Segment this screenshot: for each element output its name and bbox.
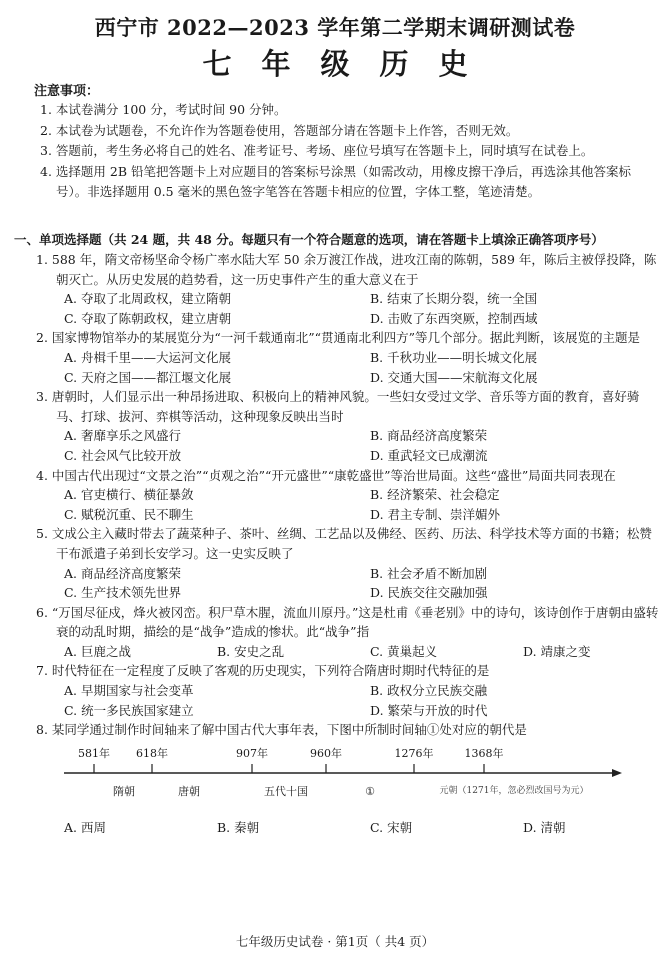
option-a: A. 巨鹿之战 (64, 643, 131, 659)
option-c: C. 统一多民族国家建立 (64, 702, 194, 718)
timeline-year: 581年 (78, 746, 110, 760)
question-1 (36, 250, 660, 328)
timeline-era: 隋朝 (113, 784, 135, 798)
option-b: B. 秦朝 (217, 819, 260, 835)
option-c: C. 社会风气比较开放 (64, 447, 182, 463)
option-b: B. 社会矛盾不断加剧 (370, 565, 488, 581)
option-d: D. 交通大国——宋航海文化展 (370, 369, 538, 385)
question-6 (36, 603, 660, 662)
notice-item: 1. 本试卷满分 100 分，考试时间 90 分钟。 (40, 102, 287, 117)
timeline-era: 五代十国 (264, 784, 308, 798)
option-grid (36, 426, 660, 465)
option-a: A. 早期国家与社会变革 (64, 683, 194, 699)
timeline-era: 元朝（1271年，忽必烈改国号为元） (439, 785, 589, 796)
question-stem: 1. 588 年，隋文帝杨坚命令杨广率水陆大军 50 余万渡江作战，进攻江南的陈朝，589 年，陈后主被俘投降，陈朝灭亡。从历史发展的趋势看，这一历史事件产生的重大意义在于 (36, 252, 657, 287)
question-stem: 4. 中国古代出现过“文景之治”“贞观之治”“开元盛世”“康乾盛世”等治世局面。这些“盛世”局面共同表现在 (36, 467, 616, 483)
timeline-year: 618年 (136, 746, 168, 760)
timeline-year: 960年 (310, 746, 342, 760)
question-stem: 8. 某同学通过制作时间轴来了解中国古代大事年表，下图中所制时间轴①处对应的朝代是 (36, 722, 527, 738)
option-a: A. 舟楫千里——大运河文化展 (64, 349, 231, 365)
option-row (36, 818, 660, 838)
question-list (36, 250, 660, 837)
notice-heading: 注意事项： (34, 84, 100, 99)
option-grid (36, 564, 660, 603)
option-grid (36, 485, 660, 524)
option-grid (36, 289, 660, 328)
option-c: C. 黄巢起义 (370, 643, 438, 659)
timeline-year: 907年 (236, 746, 268, 760)
option-a: A. 官吏横行、横征暴敛 (64, 487, 194, 503)
option-d: D. 重武轻文已成潮流 (370, 447, 488, 463)
option-d: D. 击败了东西突厥，控制西域 (370, 310, 538, 326)
option-d: D. 君主专制、崇洋媚外 (370, 506, 501, 522)
option-b: B. 经济繁荣、社会稳定 (370, 487, 500, 503)
question-4 (36, 466, 660, 525)
option-a: A. 奢靡享乐之风盛行 (64, 428, 181, 444)
option-row (36, 642, 660, 662)
option-c: C. 夺取了陈朝政权，建立唐朝 (64, 310, 232, 326)
notice-item: 2. 本试卷为试题卷，不允许作为答题卷使用，答题部分请在答题卡上作答，否则无效。 (40, 122, 519, 138)
timeline-era-blank: ① (365, 784, 375, 798)
option-c: C. 生产技术领先世界 (64, 585, 182, 601)
section-heading: 一、单项选择题（共 24 题，共 48 分。每题只有一个符合题意的选项，请在答题卡上填涂正确答项序号） (14, 232, 604, 247)
question-8 (36, 720, 660, 837)
option-b: B. 千秋功业——明长城文化展 (370, 349, 538, 365)
notice-item: 3. 答题前，考生务必将自己的姓名、准考证号、考场、座位号填写在答题卡上，同时填写在试卷上。 (40, 143, 594, 158)
option-b: B. 安史之乱 (217, 643, 285, 659)
option-grid (36, 348, 660, 387)
timeline-era: 唐朝 (178, 784, 200, 798)
option-b: B. 政权分立民族交融 (370, 683, 488, 699)
option-d: D. 民族交往交融加强 (370, 585, 488, 601)
option-a: A. 西周 (64, 819, 106, 835)
question-7 (36, 661, 660, 720)
question-stem: 3. 唐朝时，人们显示出一种昂扬进取、积极向上的精神风貌。一些妇女受过文学、音乐等方面的教育，喜好骑马、打球、拔河、弈棋等活动，这种现象反映出当时 (36, 389, 640, 424)
question-stem: 6. “万国尽征戍，烽火被冈峦。积尸草木腥，流血川原丹。”这是杜甫《垂老别》中的诗句，该诗创作于唐朝由盛转衰的动乱时期，描绘的是“战争”造成的惨状。此“战争”指 (36, 604, 659, 640)
option-c: C. 宋朝 (370, 819, 413, 835)
option-grid (36, 681, 660, 720)
option-b: B. 结束了长期分裂，统一全国 (370, 291, 538, 307)
option-c: C. 赋税沉重、民不聊生 (64, 506, 194, 522)
question-2 (36, 328, 660, 387)
option-d: D. 靖康之变 (523, 643, 591, 659)
question-stem: 7. 时代特征在一定程度了反映了客观的历史现实，下列符合隋唐时期时代特征的是 (36, 663, 490, 679)
option-a: A. 夺取了北周政权，建立隋朝 (64, 291, 231, 307)
option-a: A. 商品经济高度繁荣 (64, 565, 181, 581)
question-3 (36, 387, 660, 465)
option-b: B. 商品经济高度繁荣 (370, 428, 488, 444)
option-c: C. 天府之国——都江堰文化展 (64, 369, 232, 385)
notice-list (40, 100, 660, 203)
subject-title: 七年级历史 (202, 47, 498, 81)
question-5 (36, 524, 660, 602)
question-stem: 2. 国家博物馆举办的某展览分为“一河千载通南北”“贯通南北利四方”等几个部分。据此判断，该展览的主题是 (36, 330, 640, 346)
option-d: D. 繁荣与开放的时代 (370, 702, 488, 718)
timeline-year: 1368年 (464, 746, 504, 760)
exam-title: 西宁市 2022—2023 学年第二学期末调研测试卷 (94, 15, 576, 40)
option-d: D. 清朝 (523, 819, 566, 835)
page-footer: 七年级历史试卷 · 第1页（ 共4 页） (235, 934, 435, 949)
timeline-figure (64, 742, 624, 816)
notice-item: 4. 选择题用 2B 铅笔把答题卡上对应题目的答案标号涂黑（如需改动，用橡皮擦干净后，再选涂其他答案标号）。非选择题用 0.5 毫米的黑色签字笔答在答题卡相应的位置，字体工整，笔迹清楚。 (40, 163, 631, 199)
question-stem: 5. 文成公主入藏时带去了蔬菜种子、茶叶、丝绸、工艺品以及佛经、医药、历法、科学技术等方面的书籍；松赞干布派遣子弟到长安学习。这一史实反映了 (36, 526, 652, 561)
timeline-year: 1276年 (394, 746, 434, 760)
